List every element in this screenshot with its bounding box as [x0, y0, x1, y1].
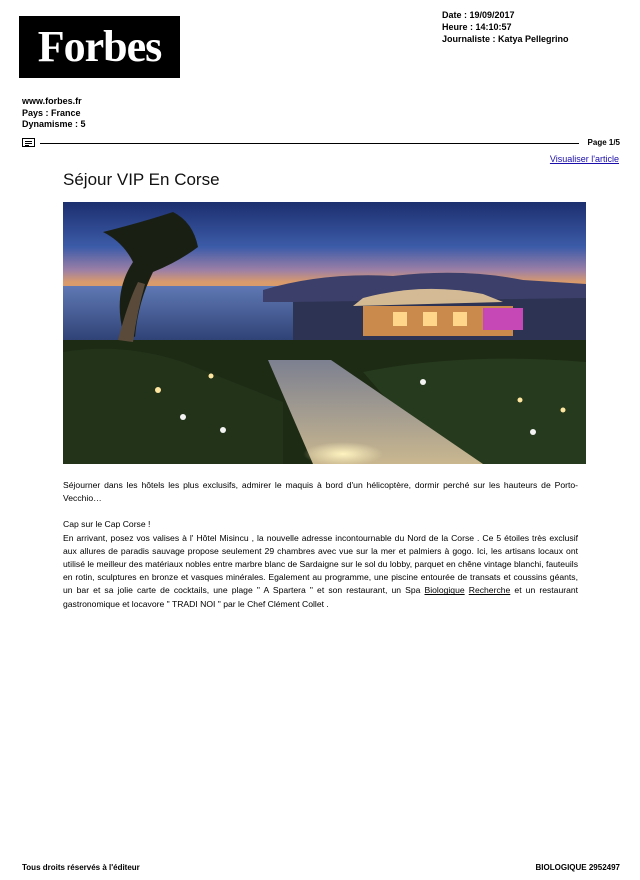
footer-ref: BIOLOGIQUE 2952497 — [535, 863, 620, 872]
meta-date: Date : 19/09/2017 — [442, 10, 515, 20]
body-paragraph — [63, 532, 578, 611]
view-article-link[interactable]: Visualiser l'article — [549, 154, 619, 164]
article-body — [63, 479, 578, 611]
link-recherche[interactable]: Recherche — [468, 585, 511, 596]
header-rule — [22, 138, 620, 150]
document-icon — [22, 138, 35, 147]
footer-rights: Tous droits réservés à l'éditeur — [22, 863, 140, 872]
page-label: Page 1/5 — [587, 138, 620, 147]
meta-pays: Pays : France — [22, 107, 81, 118]
link-biologique[interactable]: Biologique — [424, 585, 465, 596]
divider — [40, 143, 579, 144]
article-photo — [63, 202, 586, 464]
meta-journaliste: Journaliste : Katya Pellegrino — [442, 34, 569, 44]
meta-site: www.forbes.fr — [22, 96, 82, 106]
intro-paragraph: Séjourner dans les hôtels les plus exclusifs, admirer le maquis à bord d'un hélicoptère, dormir perché sur les hauteurs de Porto-Vecchio… — [63, 480, 578, 504]
photo-hotel-corse-icon — [63, 202, 586, 464]
meta-heure: Heure : 14:10:57 — [442, 22, 512, 32]
meta-right — [442, 9, 569, 45]
subhead: Cap sur le Cap Corse ! — [63, 519, 151, 530]
meta-dynamisme: Dynamisme : 5 — [22, 119, 86, 129]
forbes-logo: Forbes — [19, 16, 180, 78]
body-text-a: En arrivant, posez vos valises à l' Hôtel Misincu , la nouvelle adresse incontournable du Nord de la Corse . Ce 5 étoiles très exclusif aux allures de paradis sauvage propose seulement 29 chambres avec vue sur la mer et palmiers à gogo. Ici, les artisans locaux ont utilisé le meilleur des matériaux nobles entre marbre blanc de Sardaigne sur le sol du lobby, parquet en chêne vintage blanchi, fauteuils en rotin, sculptures en bronze et vasques minérales. Egalement au programme, une piscine entourée de transats et coussins géants, un bar et sa jolie carte de cocktails, une plage " A Spartera " et son restaurant, un Spa — [63, 532, 578, 596]
article-title: Séjour VIP En Corse — [63, 170, 220, 189]
body-text-b: et un restaurant gastronomique et locavore " TRADI NOI " par le Chef Clément Collet . — [63, 585, 579, 609]
meta-left — [22, 96, 86, 131]
